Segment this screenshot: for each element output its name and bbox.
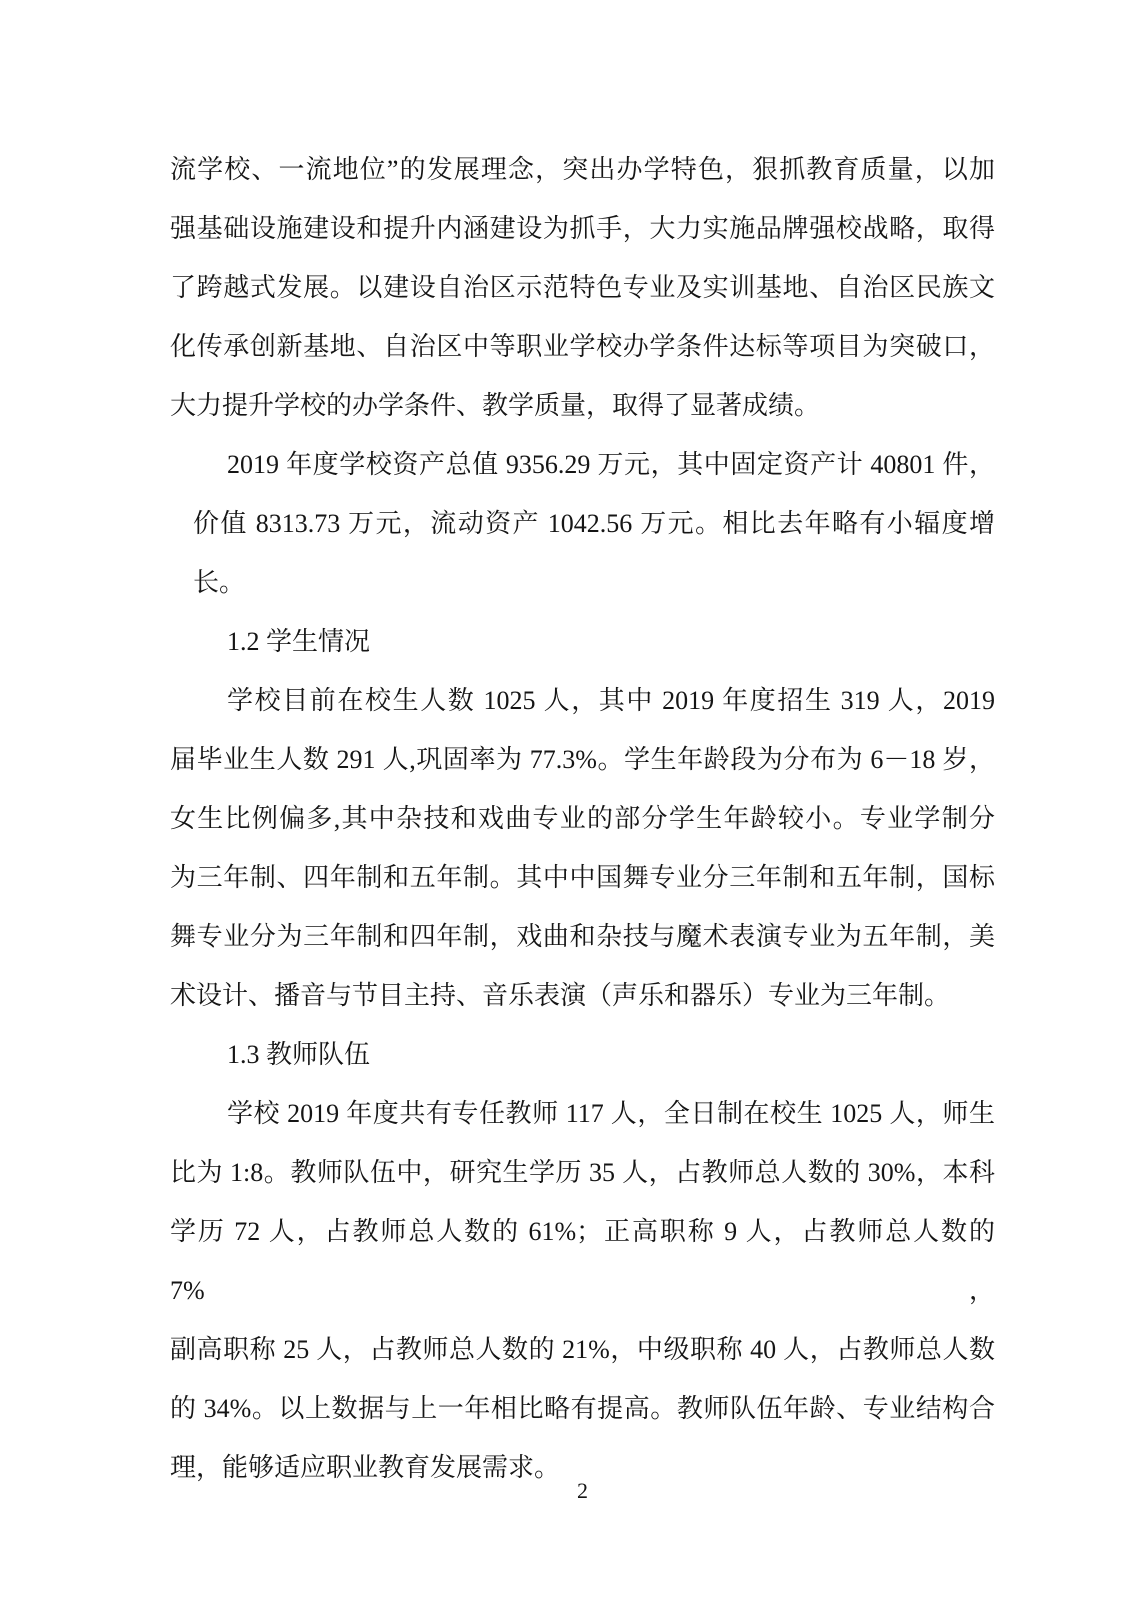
section-heading-1-3: 1.3 教师队伍 (227, 1040, 371, 1069)
paragraph-line: 流学校、一流地位”的发展理念，突出办学特色，狠抓教育质量，以加 (170, 155, 995, 184)
paragraph-line: 学校目前在校生人数 1025 人，其中 2019 年度招生 319 人，2019 (227, 686, 995, 715)
page-number: 2 (577, 1478, 588, 1503)
paragraph-line: 化传承创新基地、自治区中等职业学校办学条件达标等项目为突破口， (170, 332, 995, 361)
page-footer (170, 1476, 995, 1506)
paragraph-line: 副高职称 25 人，占教师总人数的 21%，中级职称 40 人，占教师总人数 (170, 1335, 995, 1364)
paragraph-line: 了跨越式发展。以建设自治区示范特色专业及实训基地、自治区民族文 (170, 273, 995, 302)
paragraph-line: 价值 8313.73 万元，流动资产 1042.56 万元。相比去年略有小辐度增 (193, 509, 995, 538)
paragraph-line: 的 34%。以上数据与上一年相比略有提高。教师队伍年龄、专业结构合 (170, 1394, 995, 1423)
paragraph-line: 比为 1:8。教师队伍中，研究生学历 35 人，占教师总人数的 30%，本科 (170, 1158, 995, 1187)
paragraph-line: 女生比例偏多,其中杂技和戏曲专业的部分学生年龄较小。专业学制分 (170, 804, 995, 833)
paragraph-line: 届毕业生人数 291 人,巩固率为 77.3%。学生年龄段为分布为 6－18 岁， (170, 745, 995, 774)
paragraph-line: 学校 2019 年度共有专任教师 117 人，全日制在校生 1025 人，师生 (227, 1099, 995, 1128)
paragraph-line: 大力提升学校的办学条件、教学质量，取得了显著成绩。 (170, 391, 821, 420)
document-body (170, 140, 995, 1497)
paragraph-line: 学历 72 人，占教师总人数的 61%；正高职称 9 人，占教师总人数的 7%， (170, 1217, 995, 1305)
paragraph-line: 术设计、播音与节目主持、音乐表演（声乐和器乐）专业为三年制。 (170, 981, 951, 1010)
paragraph-line: 理，能够适应职业教育发展需求。 (170, 1453, 561, 1482)
paragraph-line: 长。 (193, 568, 246, 597)
paragraph-line: 为三年制、四年制和五年制。其中中国舞专业分三年制和五年制，国标 (170, 863, 995, 892)
paragraph-line: 2019 年度学校资产总值 9356.29 万元，其中固定资产计 40801 件， (227, 450, 995, 479)
paragraph-line: 舞专业分为三年制和四年制，戏曲和杂技与魔术表演专业为五年制，美 (170, 922, 995, 951)
paragraph-line: 强基础设施建设和提升内涵建设为抓手，大力实施品牌强校战略，取得 (170, 214, 995, 243)
section-heading-1-2: 1.2 学生情况 (227, 627, 371, 656)
